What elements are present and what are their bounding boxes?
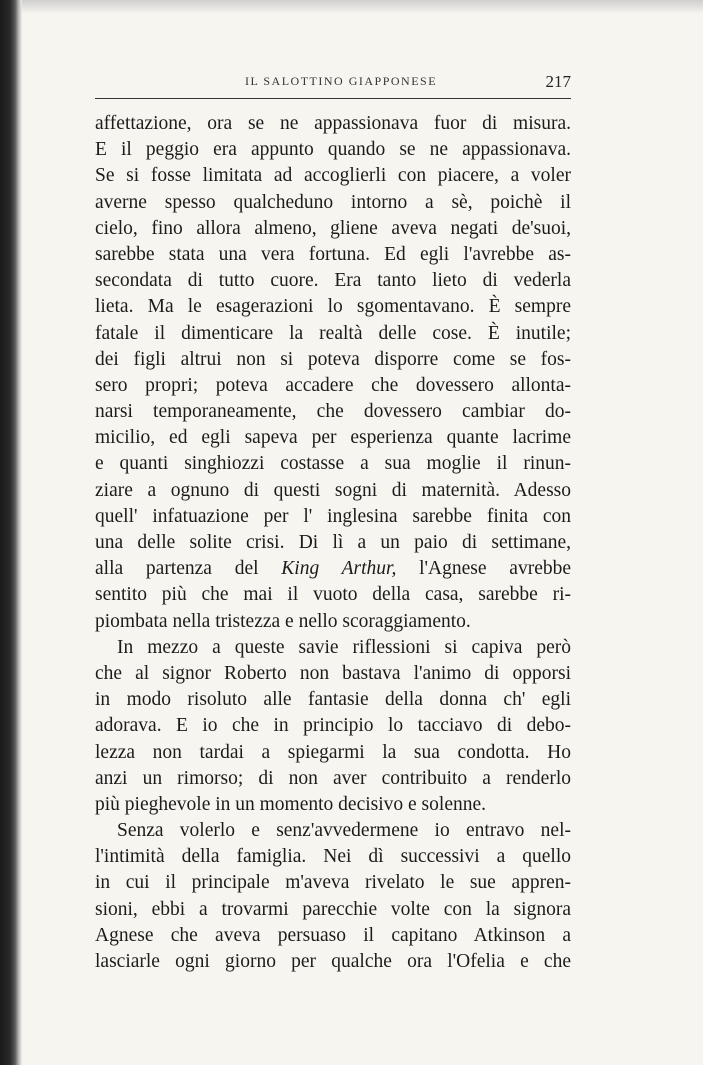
text-line: anzi un rimorso; di non aver contribuito a renderlo xyxy=(95,767,571,789)
text-line: sero propri; poteva accadere che dovessero allonta- xyxy=(95,374,571,396)
text-line: micilio, ed egli sapeva per esperienza quante lacrime xyxy=(95,427,571,449)
text-line: dei figli altrui non si poteva disporre come se fos- xyxy=(95,348,571,370)
text-line: quell' infatuazione per l' inglesina sarebbe finita con xyxy=(95,505,571,527)
text-line: e quanti singhiozzi costasse a sua moglie il rinun- xyxy=(95,453,571,475)
text-line: lasciarle ogni giorno per qualche ora l'Ofelia e che xyxy=(95,951,571,972)
body-text xyxy=(95,111,571,975)
text-line: Senza volerlo e senz'avvedermene io entravo nel- xyxy=(117,820,571,842)
text-line: Se si fosse limitata ad accoglierli con piacere, a voler xyxy=(95,165,571,187)
text-line: ziare a ognuno di questi sogni di maternità. Adesso xyxy=(95,479,571,501)
text-line: secondata di tutto cuore. Era tanto lieto di vederla xyxy=(95,270,571,292)
text-line: che al signor Roberto non bastava l'animo di opporsi xyxy=(95,662,571,684)
text-line: fatale il dimenticare la realtà delle cose. È inutile; xyxy=(95,322,571,344)
text-line: una delle solite crisi. Di lì a un paio di settimane, xyxy=(95,532,571,553)
text-line: adorava. E io che in principio lo tacciavo di debo- xyxy=(95,715,571,737)
text-line: Agnese che aveva persuaso il capitano Atkinson a xyxy=(95,924,571,946)
text-line: in modo risoluto alle fantasie della donna ch' egli xyxy=(95,689,571,711)
text-line: sioni, ebbi a trovarmi parecchie volte con la signora xyxy=(95,898,571,920)
text-line: lezza non tardai a spiegarmi la sua condotta. Ho xyxy=(95,741,571,763)
running-title: IL SALOTTINO GIAPPONESE xyxy=(245,74,438,88)
ship-name-italic: King Arthur, xyxy=(281,558,397,580)
page-number: 217 xyxy=(545,72,571,91)
text-segment: l'Agnese avrebbe xyxy=(419,558,572,580)
text-line: in cui il principale m'aveva rivelato le sue appren- xyxy=(95,872,571,894)
text-segment: alla partenza del xyxy=(95,558,259,580)
text-line: averne spesso qualcheduno intorno a sè, poichè il xyxy=(95,191,571,213)
page-header xyxy=(95,72,571,99)
text-line: sarebbe stata una vera fortuna. Ed egli l'avrebbe as- xyxy=(95,243,571,265)
text-line: E il peggio era appunto quando se ne appassionava. xyxy=(95,139,571,161)
text-line: lieta. Ma le esagerazioni lo sgomentavano. È sempre xyxy=(95,296,571,318)
text-line: l'intimità della famiglia. Nei dì successivi a quello xyxy=(95,846,571,868)
page-binding-edge xyxy=(0,0,22,1065)
text-line: affettazione, ora se ne appassionava fuor di misura. xyxy=(95,113,571,134)
text-line-king-arthur xyxy=(95,556,571,582)
page-top-shadow xyxy=(22,0,703,14)
text-line: più pieghevole in un momento decisivo e solenne. xyxy=(95,793,486,815)
text-line: narsi temporaneamente, che dovessero cambiar do- xyxy=(95,401,571,423)
text-line: In mezzo a queste savie riflessioni si capiva però xyxy=(117,636,571,658)
text-line: piombata nella tristezza e nello scoraggiamento. xyxy=(95,610,471,632)
text-line: sentito più che mai il vuoto della casa, sarebbe ri- xyxy=(95,584,571,606)
text-line: cielo, fino allora almeno, gliene aveva negati de'suoi, xyxy=(95,217,571,239)
